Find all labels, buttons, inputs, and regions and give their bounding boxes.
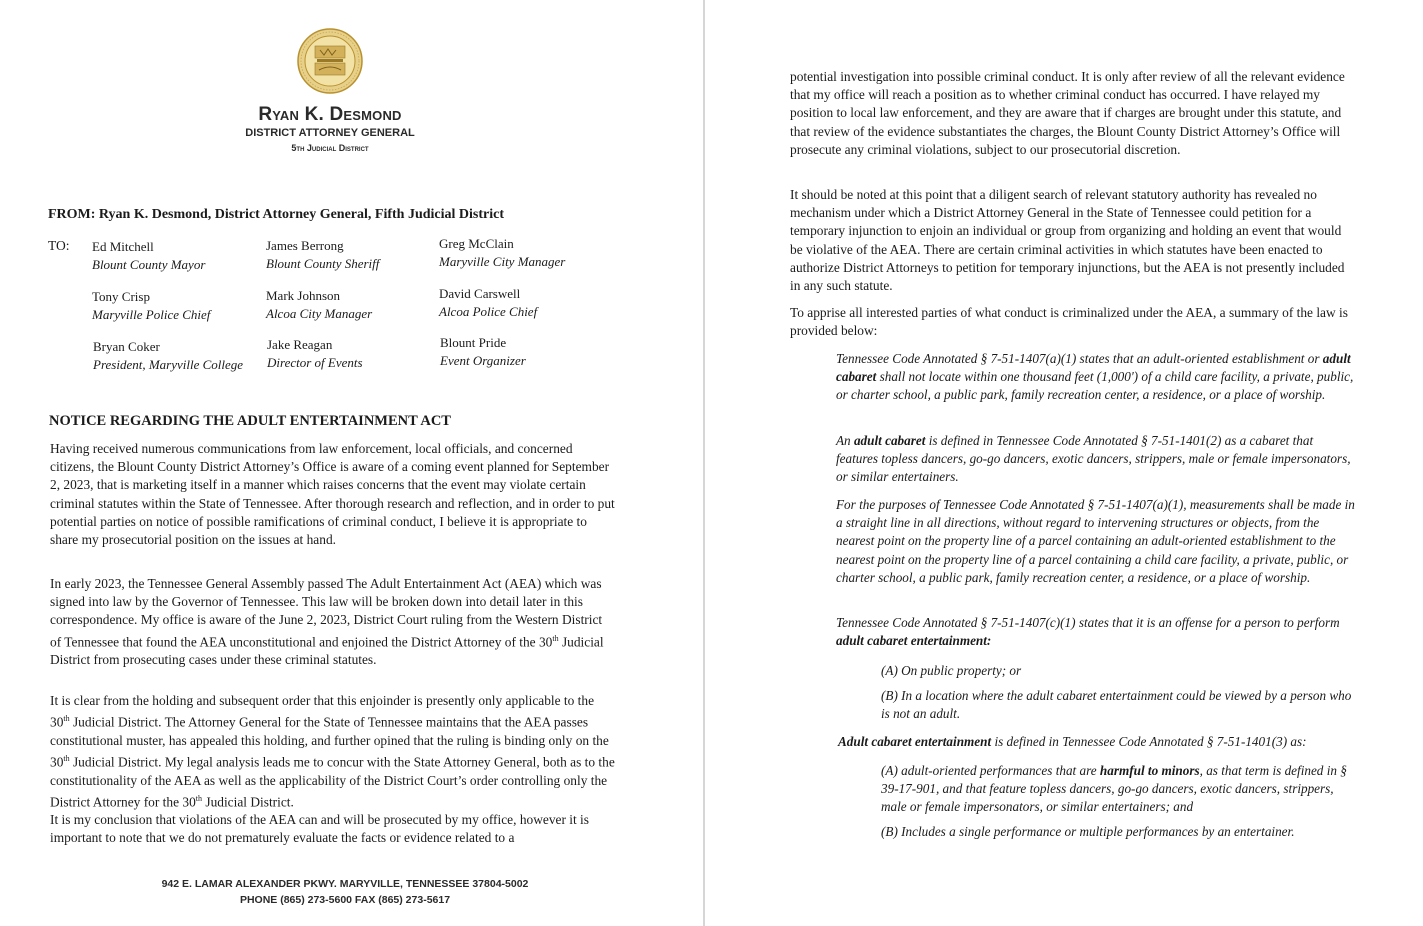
footer-phone: PHONE (865) 273-5600 FAX (865) 273-5617 — [239, 894, 451, 906]
recipient-role: Event Organizer — [440, 353, 526, 368]
statute-quote-8: (A) adult-oriented performances that are harmful to minors, as that term is defined in § 39-17-901, and that feature topless dancers, go-go dancers, exotic dancers, strippers, male or female impersonators, or similar entertainers; and — [881, 763, 1347, 815]
recipient-2 — [266, 237, 446, 273]
recipient-9 — [440, 334, 620, 370]
body-paragraph-5: potential investigation into possible criminal conduct. It is only after review of all the relevant evidence that my office will reach a position as to whether criminal conduct has occurred. I have relayed my position to local law enforcement, and they are aware that if charges are brought under this statute, and that review of the evidence substantiates the charges, the Blount County District Attorney’s Office will prosecute any criminal violations, subject to our prosecutorial discretion. — [790, 69, 1345, 157]
recipient-4 — [92, 288, 272, 324]
recipient-5 — [266, 287, 446, 323]
recipient-name: Ed Mitchell — [92, 239, 154, 254]
recipient-name: Bryan Coker — [93, 339, 160, 354]
statute-quote-6: (B) In a location where the adult cabaret entertainment could be viewed by a person who is not an adult. — [881, 688, 1352, 722]
notice-heading: NOTICE REGARDING THE ADULT ENTERTAINMENT ACT — [49, 413, 451, 429]
body-paragraph-4: It is my conclusion that violations of the AEA can and will be prosecuted by my office, however it is important to note that we do not prematurely evaluate the facts or evidence related to a — [50, 812, 589, 846]
recipient-name: Blount Pride — [440, 335, 507, 350]
recipient-name: Tony Crisp — [92, 289, 150, 304]
statute-quote-1: Tennessee Code Annotated § 7-51-1407(a)(1) states that an adult-oriented establishment or adult cabaret shall not locate within one thousand feet (1,000') of a child care facility, a private, public, or charter school, a public park, family recreation center, a residence, or a place of worship. — [836, 351, 1354, 403]
recipient-name: Greg McClain — [439, 236, 514, 251]
statute-quote-4: Tennessee Code Annotated § 7-51-1407(c)(1) states that it is an offense for a person to perform adult cabaret entertainment: — [836, 615, 1340, 649]
recipient-role: Blount County Sheriff — [266, 256, 380, 271]
body-paragraph-3: It is clear from the holding and subsequent order that this enjoinder is presently only applicable to the 30th Judicial District. The Attorney General for the State of Tennessee maintains that the AEA passes constitutional muster, has appealed this holding, and further opined that the ruling is binding only on the 30th Judicial District. My legal analysis leads me to concur with the State Attorney General, both as to the constitutionality of the AEA as well as the applicability of the District Court’s order controlling only the District Attorney for the 30th Judicial District. — [50, 693, 615, 810]
statute-quote-7: Adult cabaret entertainment is defined in Tennessee Code Annotated § 7-51-1401(3) as: — [838, 734, 1307, 749]
body-paragraph-7: To apprise all interested parties of what conduct is criminalized under the AEA, a summary of the law is provided below: — [790, 305, 1348, 339]
recipient-3 — [439, 235, 619, 271]
statute-quote-2: An adult cabaret is defined in Tennessee Code Annotated § 7-51-1401(2) as a cabaret that features topless dancers, go-go dancers, exotic dancers, strippers, male or female impersonators, or similar entertainers. — [836, 433, 1351, 485]
footer-address: 942 E. LAMAR ALEXANDER PKWY. MARYVILLE, TENNESSEE 37804-5002 — [161, 878, 529, 890]
body-paragraph-6: It should be noted at this point that a diligent search of relevant statutory authority has revealed no mechanism under which a District Attorney General in the State of Tennessee could petition for a temporary injunction to enjoin an individual or group from organizing and holding an event that would be violative of the AEA. There are certain criminal activities in which statutes have been enacted to authorize District Attorneys to petition for temporary injunctions, but the AEA is not presently included in any such statute. — [790, 187, 1345, 294]
recipient-8 — [267, 336, 447, 372]
body-paragraph-1: Having received numerous communications from law enforcement, local officials, and concerned citizens, the Blount County District Attorney’s Office is aware of a coming event planned for September 2, 2023, that is marketing itself in a manner which raises concerns that the event may violate certain criminal statutes within the State of Tennessee. After thorough research and reflection, and in order to put potential parties on notice of possible ramifications of criminal conduct, I believe it is appropriate to share my prosecutorial position on the issues at hand. — [50, 441, 615, 548]
recipient-role: Alcoa City Manager — [266, 306, 373, 321]
from-line: FROM: Ryan K. Desmond, District Attorney General, Fifth Judicial District — [48, 207, 504, 222]
to-label: TO: — [48, 238, 70, 253]
statute-quote-5: (A) On public property; or — [881, 663, 1022, 678]
recipient-7 — [93, 338, 273, 374]
recipient-role: President, Maryville College — [93, 357, 244, 372]
recipient-role: Maryville Police Chief — [92, 307, 211, 322]
recipient-name: David Carswell — [439, 286, 521, 301]
letterhead-district: 5th Judicial District — [291, 143, 369, 153]
body-paragraph-2: In early 2023, the Tennessee General Assembly passed The Adult Entertainment Act (AEA) which was signed into law by the Governor of Tennessee. This law will be broken down into detail later in this correspondence. My office is aware of the June 2, 2023, District Court ruling from the Western District of Tennessee that found the AEA unconstitutional and enjoined the District Attorney of the 30th Judicial District from prosecuting cases under these criminal statutes. — [50, 576, 604, 668]
recipient-role: Maryville City Manager — [439, 254, 566, 269]
letterhead-title: DISTRICT ATTORNEY GENERAL — [245, 127, 415, 139]
recipient-name: Mark Johnson — [266, 288, 341, 303]
recipient-6 — [439, 285, 619, 321]
statute-quote-9: (B) Includes a single performance or multiple performances by an entertainer. — [881, 824, 1295, 839]
recipient-name: Jake Reagan — [267, 337, 333, 352]
tennessee-state-seal-icon — [297, 28, 363, 94]
recipient-name: James Berrong — [266, 238, 344, 253]
recipient-role: Blount County Mayor — [92, 257, 206, 272]
recipient-role: Director of Events — [267, 355, 363, 370]
statute-quote-3: For the purposes of Tennessee Code Annotated § 7-51-1407(a)(1), measurements shall be made in a straight line in all directions, without regard to intervening structures or objects, from the nearest point on the property line of a parcel containing an adult-oriented establishment to the nearest point on the property line of a parcel containing a child care facility, a private, public, or charter school, a public park, family recreation center, a residence, or a place of worship. — [836, 497, 1355, 585]
letterhead-name: Ryan K. Desmond — [258, 104, 402, 125]
recipient-role: Alcoa Police Chief — [439, 304, 538, 319]
recipient-1 — [92, 238, 272, 274]
